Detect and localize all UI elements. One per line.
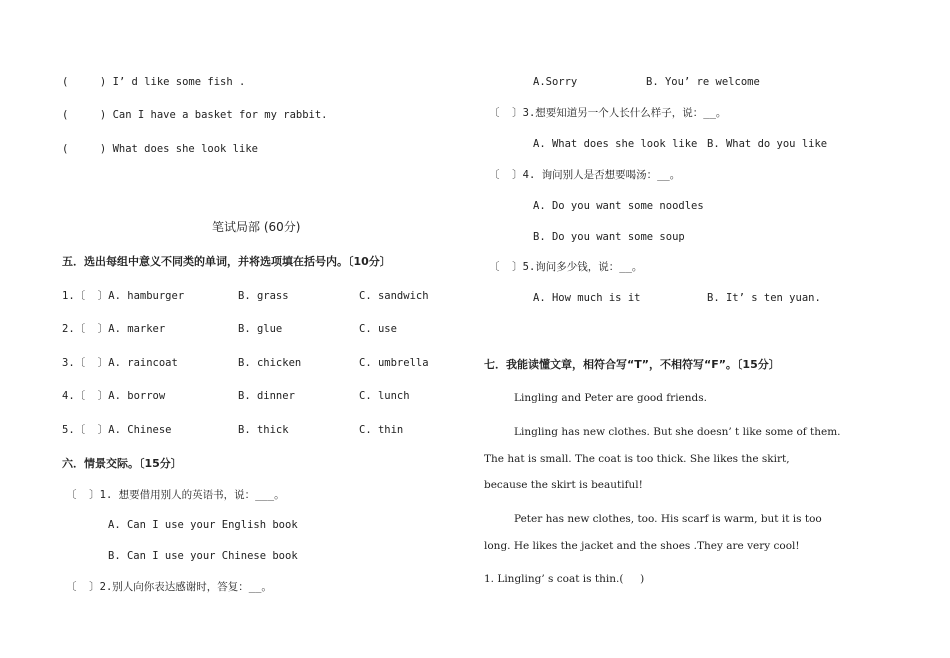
passage-p1: Lingling and Peter are good friends.	[514, 392, 707, 404]
s6-q2-option-a: A.Sorry	[533, 76, 578, 88]
passage-p2-line1: Lingling has new clothes. But she doesn’ t like some of them.	[514, 426, 841, 438]
written-section-title: 笔试局部 (60分)	[212, 220, 301, 234]
section5-title: 五．选出每组中意义不同类的单词，并将选项填在括号内。〔10分〕	[62, 255, 391, 268]
s6-q5: 〔 〕5.询问多少钱，说：__。	[489, 261, 643, 273]
s5-row2-a: 2.〔 〕A. marker	[62, 323, 166, 335]
s5-row3-a: 3.〔 〕A. raincoat	[62, 357, 178, 369]
s5-row1-b: B. grass	[238, 290, 289, 302]
s5-row5-c: C. thin	[359, 424, 404, 436]
s5-row5-b: B. thick	[238, 424, 289, 436]
passage-p3-line2: long. He likes the jacket and the shoes .They are very cool!	[484, 540, 800, 552]
s5-row1-c: C. sandwich	[359, 290, 429, 302]
s6-q1-option-a: A. Can I use your English book	[108, 519, 298, 531]
s6-q1: 〔 〕1. 想要借用别人的英语书，说：___。	[66, 489, 285, 501]
s6-q3-option-b: B. What do you like	[707, 138, 828, 150]
s6-q5-option-a: A. How much is it	[533, 292, 641, 304]
passage-p2-line2: The hat is small. The coat is too thick. She likes the skirt,	[484, 453, 790, 465]
s5-row5-a: 5.〔 〕A. Chinese	[62, 424, 172, 436]
section6-title: 六．情景交际。〔15分〕	[62, 457, 182, 470]
s5-row4-a: 4.〔 〕A. borrow	[62, 390, 166, 402]
s5-row3-c: C. umbrella	[359, 357, 429, 369]
s5-row3-b: B. chicken	[238, 357, 302, 369]
s6-q2: 〔 〕2.别人向你表达感谢时，答复：__。	[66, 581, 272, 593]
passage-p2-line3: because the skirt is beautiful!	[484, 479, 643, 491]
s6-q3: 〔 〕3.想要知道另一个人长什么样子，说：__。	[489, 107, 727, 119]
s6-q4-option-a: A. Do you want some noodles	[533, 200, 704, 212]
s6-q4: 〔 〕4. 询问别人是否想要喝汤：__。	[489, 169, 681, 181]
s6-q5-option-b: B. It’ s ten yuan.	[707, 292, 821, 304]
passage-p3-line1: Peter has new clothes, too. His scarf is warm, but it is too	[514, 513, 822, 525]
s5-row4-c: C. lunch	[359, 390, 410, 402]
s5-row2-b: B. glue	[238, 323, 283, 335]
s5-row4-b: B. dinner	[238, 390, 295, 402]
s5-row1-a: 1.〔 〕A. hamburger	[62, 290, 185, 302]
section7-title: 七．我能读懂文章，相符合写“T”，不相符写“F”。〔15分〕	[484, 358, 780, 371]
s5-row2-c: C. use	[359, 323, 397, 335]
listening-item-2: ( ) Can I have a basket for my rabbit.	[62, 109, 328, 121]
s6-q2-option-b: B. You’ re welcome	[646, 76, 760, 88]
listening-item-1: ( ) I’ d like some fish .	[62, 76, 246, 88]
s6-q3-option-a: A. What does she look like	[533, 138, 698, 150]
s6-q4-option-b: B. Do you want some soup	[533, 231, 685, 243]
s7-q1: 1. Lingling’ s coat is thin.( )	[484, 573, 645, 585]
listening-item-3: ( ) What does she look like	[62, 143, 258, 155]
s6-q1-option-b: B. Can I use your Chinese book	[108, 550, 298, 562]
